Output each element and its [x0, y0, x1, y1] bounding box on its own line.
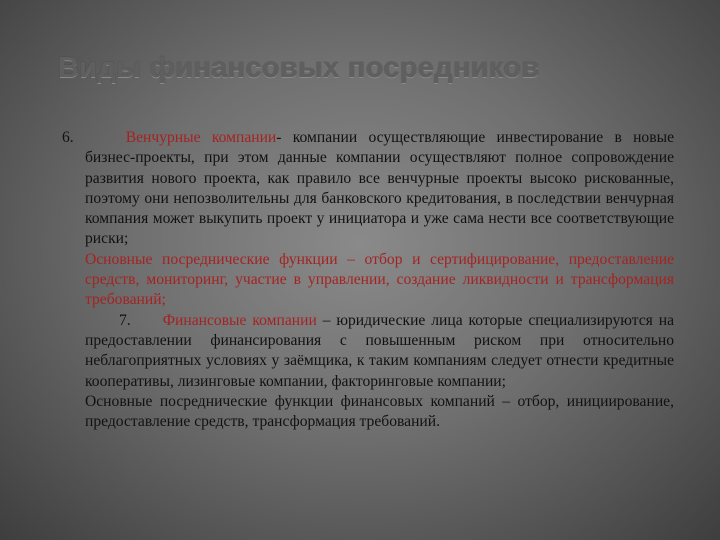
item-6-term: Венчурные компании [125, 129, 277, 146]
item-7-text: – юридические лица которые специализируются на предоставлении финансирования с повышенным риском при относительно неблагоприятных условиях у заёмщика, к таким компаниям следует отнести кредитные кооперативы, лизинговые компании, факторинговые компании; [85, 311, 674, 390]
item-7-term: Финансовые компании [162, 311, 317, 329]
item-6-number: 6. [62, 129, 74, 146]
item-6-paragraph [62, 128, 674, 250]
item-6-text: - компании осуществляющие инвестирование в новые бизнес-проекты, при этом данные компании осуществляют полное сопровождение развития нового проекта, как правило все венчурные проекты высоко рискованные, поэтому они непозволительны для банковского кредитования, в последствии венчурная компания может выкупить проект у инициатора и уже сама нести все соответствующие риски; [85, 129, 674, 248]
item-7-functions: Основные посреднические функции финансовых компаний – отбор, инициирование, предоставление средств, трансформация требований. [85, 392, 674, 431]
item-7-paragraph [62, 311, 674, 392]
slide-title: Виды финансовых посредников [58, 52, 540, 84]
slide-body [62, 128, 674, 432]
item-6-functions: Основные посреднические функции – отбор и сертифицирование, предоставление средств, мониторинг, участие в управлении, создание ликвидности и трансформация требований; [85, 250, 674, 309]
item-7-number: 7. [119, 311, 131, 329]
